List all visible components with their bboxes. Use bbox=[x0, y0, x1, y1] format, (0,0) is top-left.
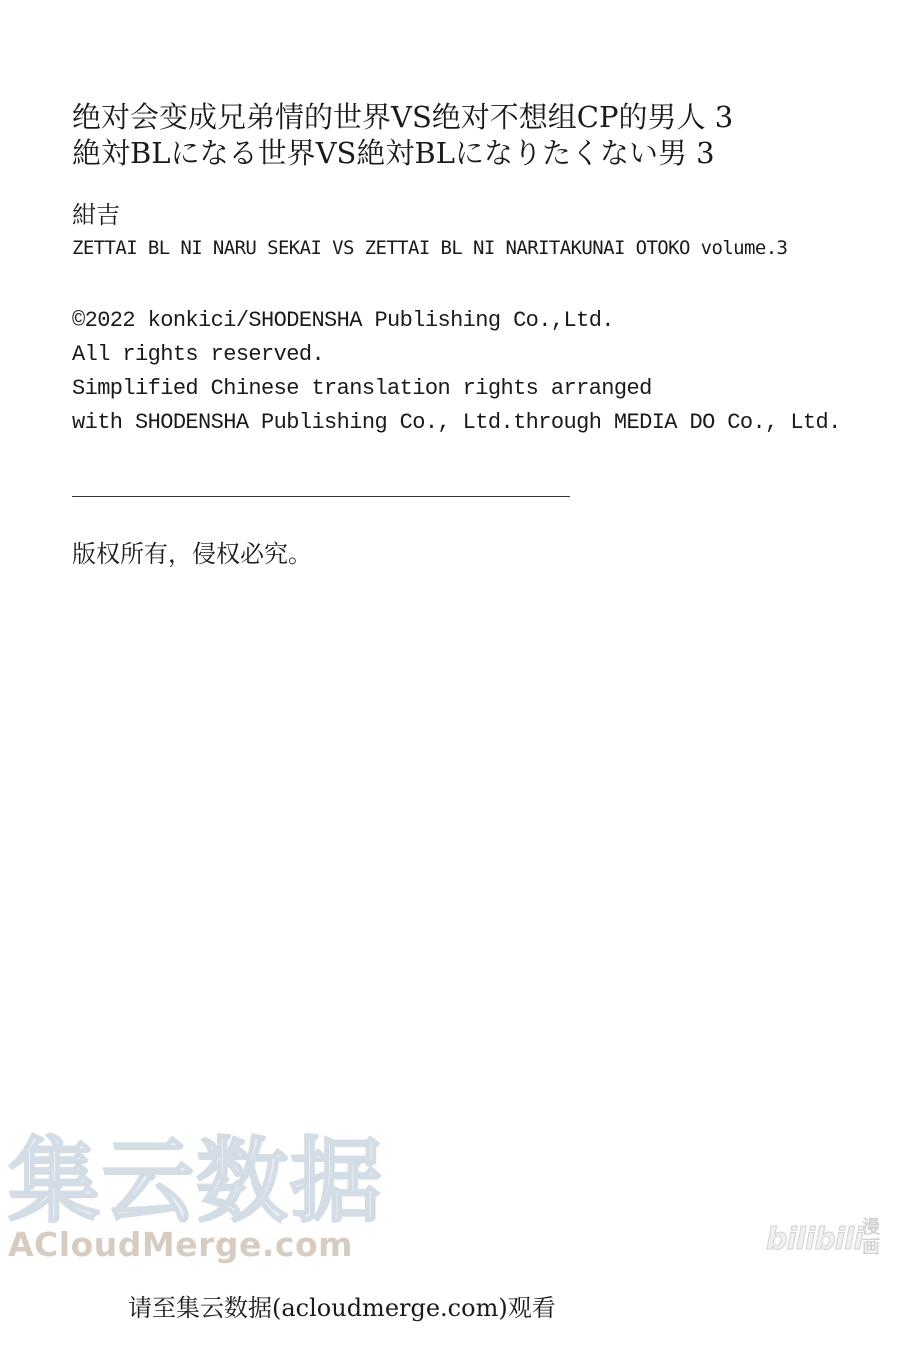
title-japanese: 絶対BLになる世界VS絶対BLになりたくない男 3 bbox=[72, 136, 715, 170]
watermark-chinese: 集云数据 bbox=[8, 1128, 385, 1235]
bilibili-manga-logo bbox=[766, 1218, 890, 1262]
title-chinese: 绝对会变成兄弟情的世界VS绝对不想组CP的男人 3 bbox=[72, 100, 734, 134]
footer-note: 请至集云数据(acloudmerge.com)观看 bbox=[128, 1294, 556, 1322]
rights-reserved-line: All rights reserved. bbox=[72, 342, 325, 367]
all-rights-reserved-chinese: 版权所有，侵权必究。 bbox=[72, 540, 312, 568]
watermark-url: ACloudMerge.com bbox=[8, 1225, 354, 1264]
copyright-block bbox=[72, 304, 841, 440]
divider bbox=[72, 496, 570, 497]
manga-label: 漫画 bbox=[862, 1217, 880, 1258]
copyright-line: ©2022 konkici/SHODENSHA Publishing Co.,Ltd. bbox=[72, 308, 614, 333]
translation-rights-line: Simplified Chinese translation rights arranged bbox=[72, 376, 652, 401]
author-name: 紺吉 bbox=[72, 201, 120, 229]
arranged-through-line: with SHODENSHA Publishing Co., Ltd.through MEDIA DO Co., Ltd. bbox=[72, 410, 841, 435]
romaji-title: ZETTAI BL NI NARU SEKAI VS ZETTAI BL NI NARITAKUNAI OTOKO volume.3 bbox=[72, 237, 788, 259]
bilibili-wordmark: bilibili bbox=[766, 1222, 863, 1257]
